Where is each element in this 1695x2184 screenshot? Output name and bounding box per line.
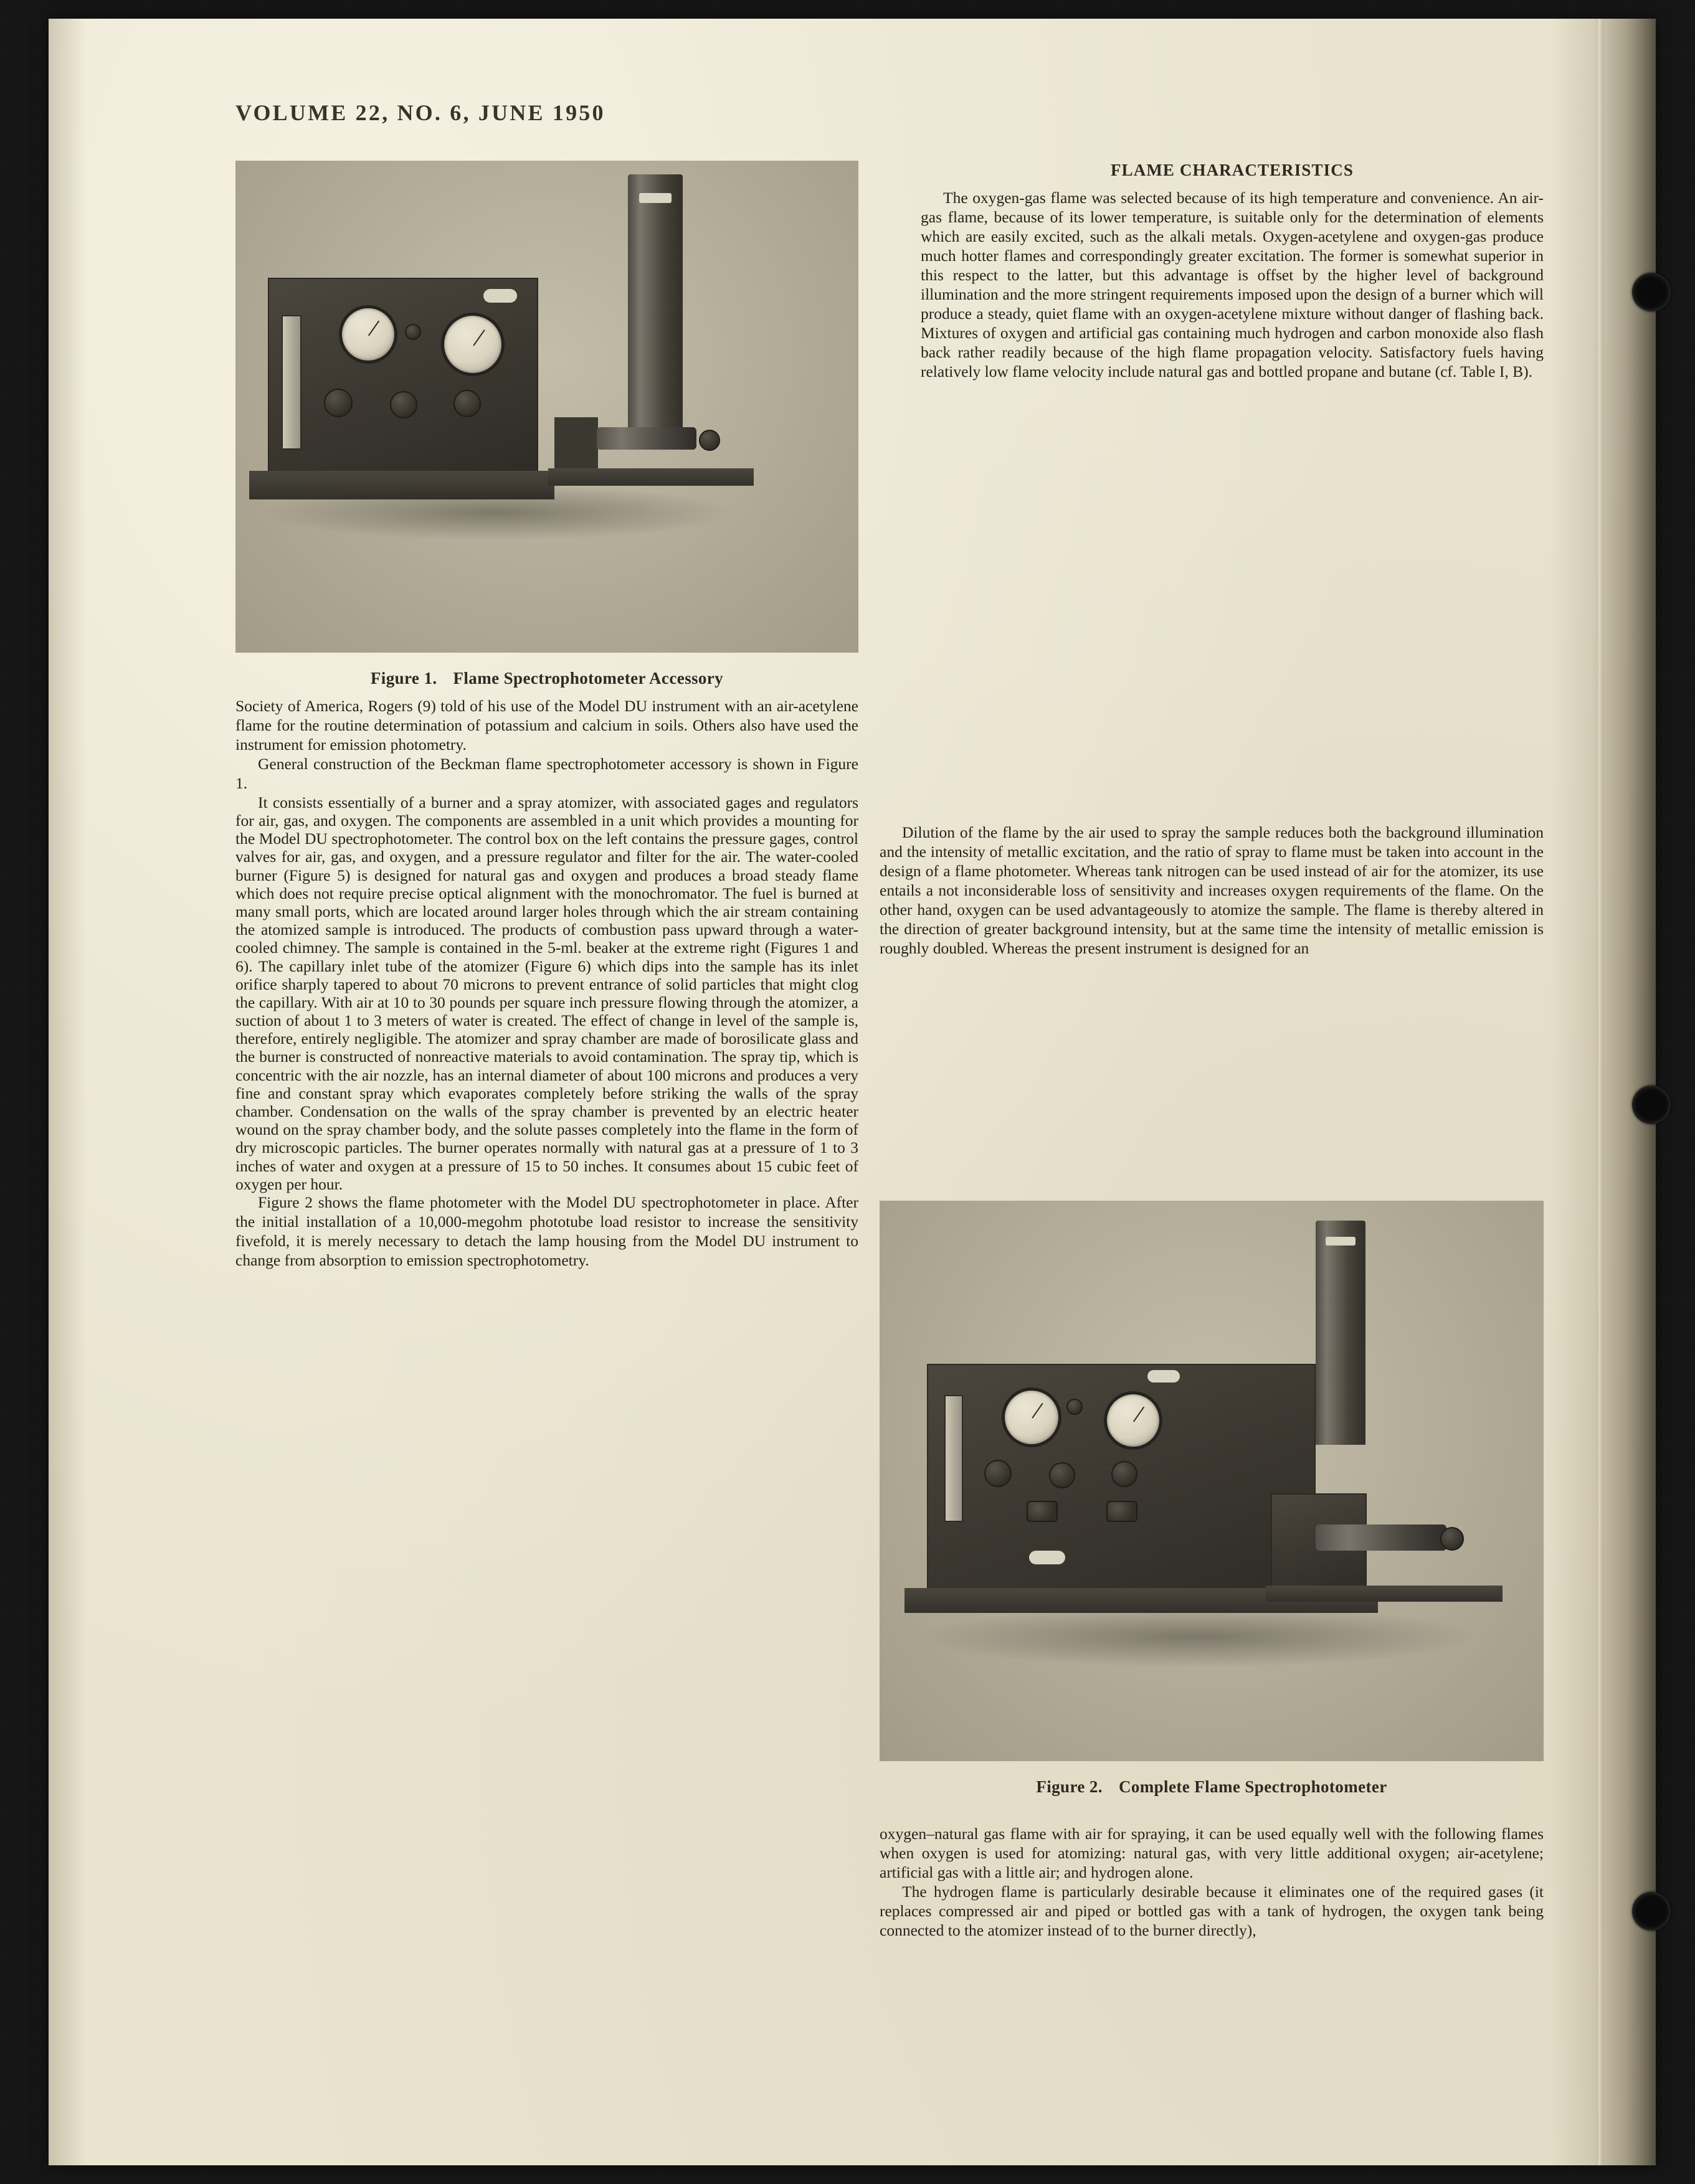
figure-1-caption-text: Flame Spectrophotometer Accessory xyxy=(453,669,724,688)
left-paragraph-3: It consists essentially of a burner and a spray atomizer, with associated gages and regulators for air, gas, and oxygen. The components are assembled in a unit which provides a mounting for the Model DU spectrophotometer. The control box on the left contains the pressure gages, control valves for air, gas, and oxygen, and a pressure regulator and filter for the air. The water-cooled burner (Figure 5) is designed for natural gas and oxygen and produces a broad steady flame which does not require precise optical alignment with the monochromator. The fuel is burned at many small ports, which are located around larger holes through which the air stream containing the atomized sample is introduced. The products of combustion pass upward through a water-cooled chimney. The sample is contained in the 5-ml. beaker at the extreme right (Figures 1 and 6). The capillary inlet tube of the atomizer (Figure 6) which dips into the sample has its inlet orifice sharply tapered to about 70 microns to prevent entrance of solid particles that might clog the capillary. With air at 10 to 30 pounds per square inch pressure flowing through the atomizer, a suction of about 1 to 3 meters of water is created. The effect of change in level of the sample is, therefore, entirely negligible. The atomizer and spray chamber are made of borosilicate glass and the burner is constructed of nonreactive materials to avoid contamination. The spray tip, which is concentric with the air nozzle, has an internal diameter of about 100 microns and produces a very fine and constant spray which evaporates completely before striking the walls of the spray chamber. Condensation on the walls of the spray chamber is prevented by an electric heater wound on the spray chamber body, and the solute passes completely into the flame in the form of dry microscopic particles. The burner operates normally with natural gas at a pressure of 1 to 3 inches of water and oxygen at a pressure of 15 to 50 inches. It consumes about 15 cubic feet of oxygen per hour. xyxy=(235,793,858,1193)
punch-hole-middle xyxy=(1632,1085,1671,1124)
right-bottom-paragraph-2: The hydrogen flame is particularly desirable because it eliminates one of the required gases (it replaces compressed air and piped or bottled gas with a tank of hydrogen, the oxygen tank being connected to the atomizer instead of to the burner directly), xyxy=(880,1882,1544,1939)
left-paragraph-2: General construction of the Beckman flame spectrophotometer accessory is shown in Figure 1. xyxy=(235,754,858,792)
figure-2-number: Figure 2. xyxy=(1036,1777,1103,1796)
figure-1-photograph xyxy=(235,161,858,653)
photo-grain xyxy=(880,1201,1544,1761)
running-head: VOLUME 22, NO. 6, JUNE 1950 xyxy=(235,100,605,125)
figure-2-block xyxy=(880,1201,1544,1797)
right-column xyxy=(921,161,1544,382)
figure-2-photograph xyxy=(880,1201,1544,1761)
page-content xyxy=(191,100,1542,2111)
wide-paragraph-block xyxy=(880,823,1544,958)
figure-1-number: Figure 1. xyxy=(370,669,437,688)
left-paragraph-4: Figure 2 shows the flame photometer with the Model DU spectrophotometer in place. After the initial installation of a 10,000-megohm phototube load resistor to increase the sensitivity fivefold, it is merely necessary to detach the lamp housing from the Model DU instrument to change from absorption to emission spectrophotometry. xyxy=(235,1193,858,1269)
right-bottom-paragraph-1: oxygen–natural gas flame with air for spraying, it can be used equally well with the following flames when oxygen is used for atomizing: natural gas, with very little additional oxygen; air-acetylene; artificial gas with a little air; and hydrogen alone. xyxy=(880,1825,1544,1881)
punch-hole-top xyxy=(1632,273,1671,311)
wide-paragraph-1: Dilution of the flame by the air used to spray the sample reduces both the background illumination and the intensity of metallic excitation, and the ratio of spray to flame must be taken into account in the design of a flame photometer. Whereas tank nitrogen can be used instead of air for the atomizer, its use entails a not inconsiderable loss of sensitivity and increases oxygen requirements of the flame. On the other hand, oxygen can be used advantageously to atomize the sample. The flame is thereby altered in the direction of greater background intensity, but at the same time the intensity of metallic emission is roughly doubled. Whereas the present instrument is designed for an xyxy=(880,823,1544,957)
figure-1-caption xyxy=(235,669,858,688)
document-page xyxy=(49,19,1656,2165)
left-column xyxy=(235,161,858,1270)
left-paragraph-1: Society of America, Rogers (9) told of his use of the Model DU instrument with an air-acetylene flame for the routine determination of potassium and calcium in soils. Others also have used the instrument for emission photometry. xyxy=(235,697,858,754)
photo-grain xyxy=(235,161,858,653)
figure-2-caption-text: Complete Flame Spectrophotometer xyxy=(1118,1777,1387,1796)
right-paragraph-1: The oxygen-gas flame was selected because of its high temperature and convenience. An air-gas flame, because of its lower temperature, is suitable only for the determination of elements which are easily excited, such as the alkali metals. Oxygen-acetylene and oxygen-gas produce much hotter flames and correspondingly greater excitation. The former is somewhat superior in this respect to the latter, but this advantage is offset by the higher level of background illumination and the more stringent requirements imposed upon the design of a burner which will produce a steady, quiet flame with an oxygen-acetylene mixture without danger of flashing back. Mixtures of oxygen and artificial gas containing much hydrogen and carbon monoxide also flash back rather readily because of the high flame propagation velocity. Satisfactory fuels having relatively low flame velocity include natural gas and bottled propane and butane (cf. Table I, B). xyxy=(921,189,1544,381)
page-fold-line xyxy=(1598,19,1603,2165)
page-left-edge-shading xyxy=(49,19,86,2165)
figure-2-caption xyxy=(880,1777,1544,1797)
right-bottom-text xyxy=(880,1825,1544,1941)
punch-hole-bottom xyxy=(1632,1892,1671,1931)
section-heading-flame-characteristics: FLAME CHARACTERISTICS xyxy=(1111,161,1354,179)
